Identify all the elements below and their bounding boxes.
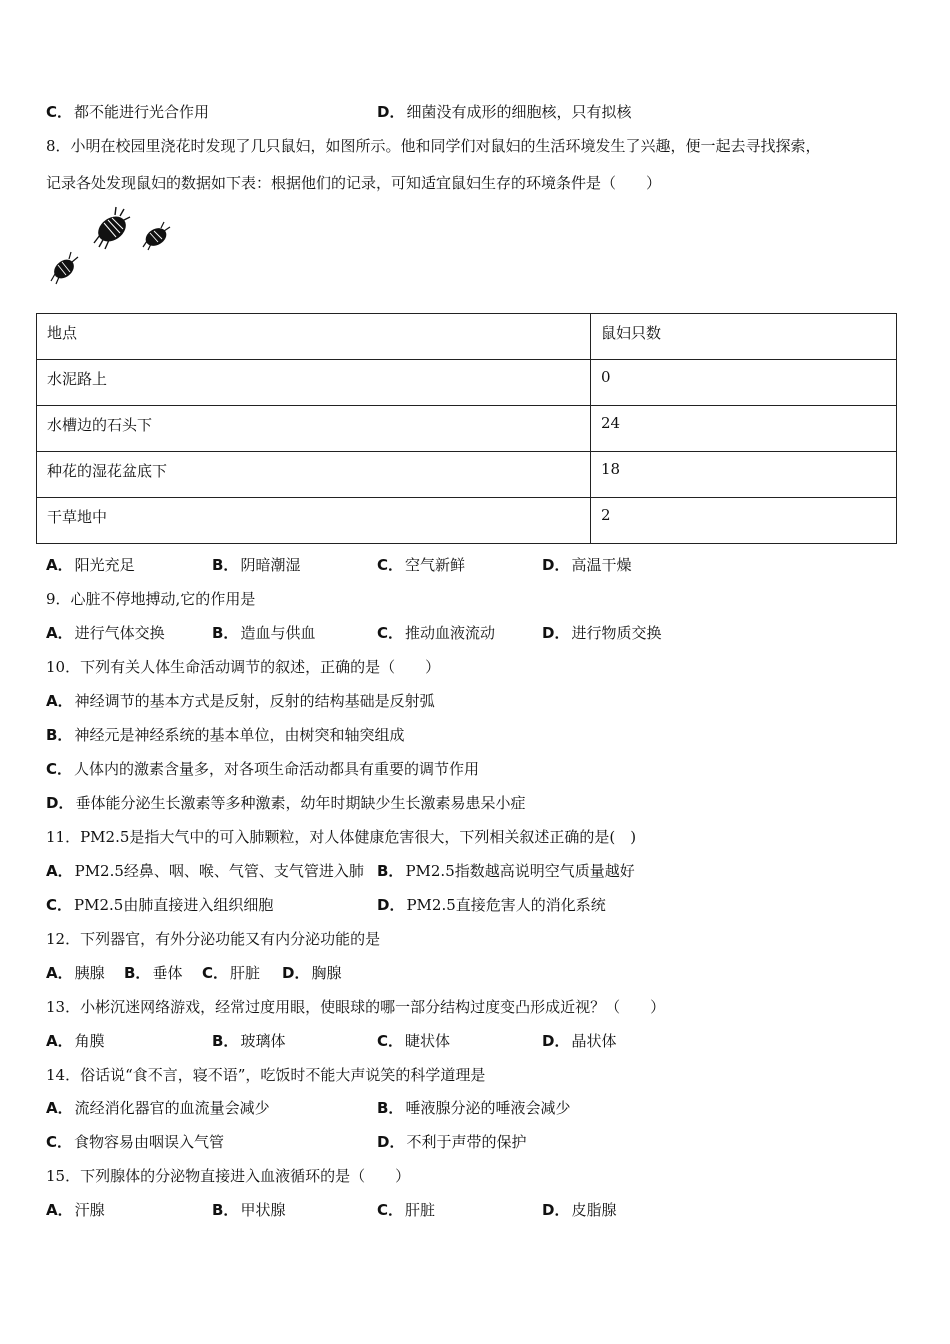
q13-option-d: D． 晶状体 [542, 1032, 617, 1050]
q12-option-d: D． 胸腺 [282, 964, 342, 982]
table-cell-count: 2 [591, 498, 897, 544]
table-cell-location: 干草地中 [37, 498, 591, 544]
woodlouse-large [93, 207, 130, 249]
q11-option-c: C． PM2.5由肺直接进入组织细胞 [46, 896, 274, 914]
q9-option-c: C． 推动血液流动 [377, 624, 496, 642]
q15-option-c: C． 肝脏 [377, 1201, 436, 1219]
table-row [37, 498, 897, 544]
woodlouse-small-left [50, 252, 78, 284]
q13-stem: 13．小彬沉迷网络游戏，经常过度用眼，使眼球的哪一部分结构过度变凸形成近视？（ ） [46, 998, 666, 1016]
table-row [37, 406, 897, 452]
q14-stem: 14．俗话说“食不言，寝不语”，吃饭时不能大声说笑的科学道理是 [46, 1066, 486, 1084]
q13-option-b: B． 玻璃体 [212, 1032, 286, 1050]
q15-option-a: A． 汗腺 [46, 1201, 105, 1219]
q12-option-b: B． 垂体 [124, 964, 183, 982]
q15-stem: 15．下列腺体的分泌物直接进入血液循环的是（ ） [46, 1167, 411, 1185]
q11-option-b: B． PM2.5指数越高说明空气质量越好 [377, 862, 635, 880]
woodlouse-count-table [36, 313, 897, 544]
table-cell-location: 种花的湿花盆底下 [37, 452, 591, 498]
q12-stem: 12．下列器官，有外分泌功能又有内分泌功能的是 [46, 930, 381, 948]
q13-option-a: A． 角膜 [46, 1032, 105, 1050]
q10-stem: 10．下列有关人体生命活动调节的叙述，正确的是（ ） [46, 658, 441, 676]
table-row [37, 452, 897, 498]
q10-option-b: B． 神经元是神经系统的基本单位，由树突和轴突组成 [46, 726, 405, 744]
q13-option-c: C． 睫状体 [377, 1032, 451, 1050]
q15-option-d: D． 皮脂腺 [542, 1201, 617, 1219]
q10-option-d: D． 垂体能分泌生长激素等多种激素，幼年时期缺少生长激素易患呆小症 [46, 794, 526, 812]
q8-option-c: C． 空气新鲜 [377, 556, 466, 574]
table-header-cell: 鼠妇只数 [591, 314, 897, 360]
table-cell-location: 水槽边的石头下 [37, 406, 591, 452]
q15-option-b: B． 甲状腺 [212, 1201, 286, 1219]
table-header-row [37, 314, 897, 360]
q11-option-a: A． PM2.5经鼻、咽、喉、气管、支气管进入肺 [46, 862, 364, 880]
q9-option-d: D． 进行物质交换 [542, 624, 662, 642]
table-cell-location: 水泥路上 [37, 360, 591, 406]
q8-stem-line2: 记录各处发现鼠妇的数据如下表：根据他们的记录，可知适宜鼠妇生存的环境条件是（ ） [46, 174, 662, 192]
table-row [37, 360, 897, 406]
q14-option-b: B． 唾液腺分泌的唾液会减少 [377, 1099, 571, 1117]
q9-stem: 9．心脏不停地搏动,它的作用是 [46, 590, 256, 608]
woodlouse-illustration [44, 205, 184, 295]
table-cell-count: 24 [591, 406, 897, 452]
q14-option-a: A． 流经消化器官的血流量会减少 [46, 1099, 270, 1117]
q14-option-d: D． 不利于声带的保护 [377, 1133, 527, 1151]
table-cell-count: 18 [591, 452, 897, 498]
q11-stem: 11．PM2.5是指大气中的可入肺颗粒，对人体健康危害很大，下列相关叙述正确的是( ) [46, 828, 637, 846]
q9-option-b: B． 造血与供血 [212, 624, 316, 642]
q10-option-c: C． 人体内的激素含量多，对各项生命活动都具有重要的调节作用 [46, 760, 480, 778]
q8-option-b: B． 阴暗潮湿 [212, 556, 301, 574]
woodlouse-small-right [142, 222, 170, 250]
q8-option-d: D． 高温干燥 [542, 556, 632, 574]
q8-option-a: A． 阳光充足 [46, 556, 135, 574]
q12-option-c: C． 肝脏 [202, 964, 261, 982]
q14-option-c: C． 食物容易由咽误入气管 [46, 1133, 225, 1151]
q11-option-d: D． PM2.5直接危害人的消化系统 [377, 896, 606, 914]
q10-option-a: A． 神经调节的基本方式是反射，反射的结构基础是反射弧 [46, 692, 435, 710]
q9-option-a: A． 进行气体交换 [46, 624, 165, 642]
table-cell-count: 0 [591, 360, 897, 406]
q7-option-d: D． 细菌没有成形的细胞核，只有拟核 [377, 103, 632, 121]
q12-option-a: A． 胰腺 [46, 964, 105, 982]
table-header-cell: 地点 [37, 314, 591, 360]
q8-stem-line1: 8．小明在校园里浇花时发现了几只鼠妇，如图所示。他和同学们对鼠妇的生活环境发生了兴趣，便一起去寻找探索， [46, 137, 821, 155]
q7-option-c: C． 都不能进行光合作用 [46, 103, 210, 121]
